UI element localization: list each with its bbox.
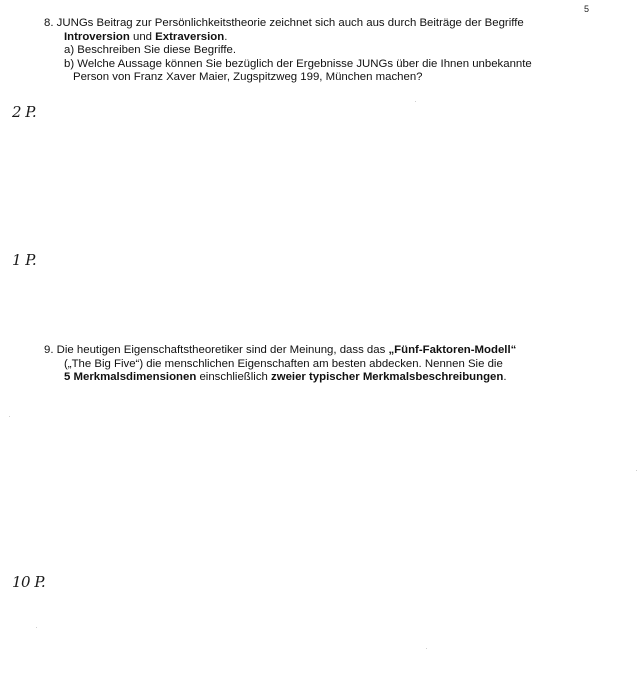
- term-extraversion: Extraversion: [155, 30, 225, 43]
- points-label-1: 1 P.: [12, 251, 37, 269]
- typical-descriptions: zweier typischer Merkmalsbeschreibungen: [271, 371, 504, 383]
- question-8-part-a: a) Beschreiben Sie diese Begriffe.: [64, 44, 237, 56]
- period: .: [503, 371, 507, 383]
- merkmalsdimensionen: 5 Merkmalsdimensionen: [64, 371, 197, 383]
- question-9-line-3: [44, 371, 516, 385]
- scan-speck: [415, 101, 416, 102]
- conjunction: und: [129, 30, 156, 43]
- points-label-10: 10 P.: [12, 573, 46, 591]
- scan-speck: [636, 470, 637, 471]
- scan-speck: [426, 648, 427, 649]
- question-9-intro: Die heutigen Eigenschaftstheoretiker sind der Meinung, dass das: [56, 344, 386, 356]
- page-number: 5: [584, 4, 590, 14]
- question-9-line-2: („The Big Five“) die menschlichen Eigenschaften am besten abdecken. Nennen Sie die: [64, 357, 503, 370]
- question-8-line-1: [44, 17, 532, 31]
- question-9-number: 9.: [44, 344, 54, 356]
- period: .: [224, 30, 228, 43]
- question-8-number: 8.: [44, 17, 54, 29]
- scan-speck: [36, 627, 37, 628]
- term-introversion: Introversion: [64, 30, 130, 43]
- points-label-2: 2 P.: [12, 103, 37, 121]
- question-8-line-2: [44, 31, 532, 45]
- five-factor-model: „Fünf-Faktoren-Modell“: [388, 344, 517, 356]
- inclusive: einschließlich: [196, 371, 272, 383]
- question-8-part-b-line-1: b) Welche Aussage können Sie bezüglich der Ergebnisse JUNGs über die Ihnen unbekannte: [64, 57, 532, 70]
- question-9: [44, 344, 516, 385]
- question-9-line-1: [44, 344, 516, 358]
- question-8-part-b-line-2: Person von Franz Xaver Maier, Zugspitzweg 199, München machen?: [73, 71, 423, 83]
- question-8: [44, 17, 532, 85]
- scan-speck: [9, 416, 10, 417]
- question-8-intro: JUNGs Beitrag zur Persönlichkeitstheorie zeichnet sich auch aus durch Beiträge der Begriffe: [56, 17, 524, 29]
